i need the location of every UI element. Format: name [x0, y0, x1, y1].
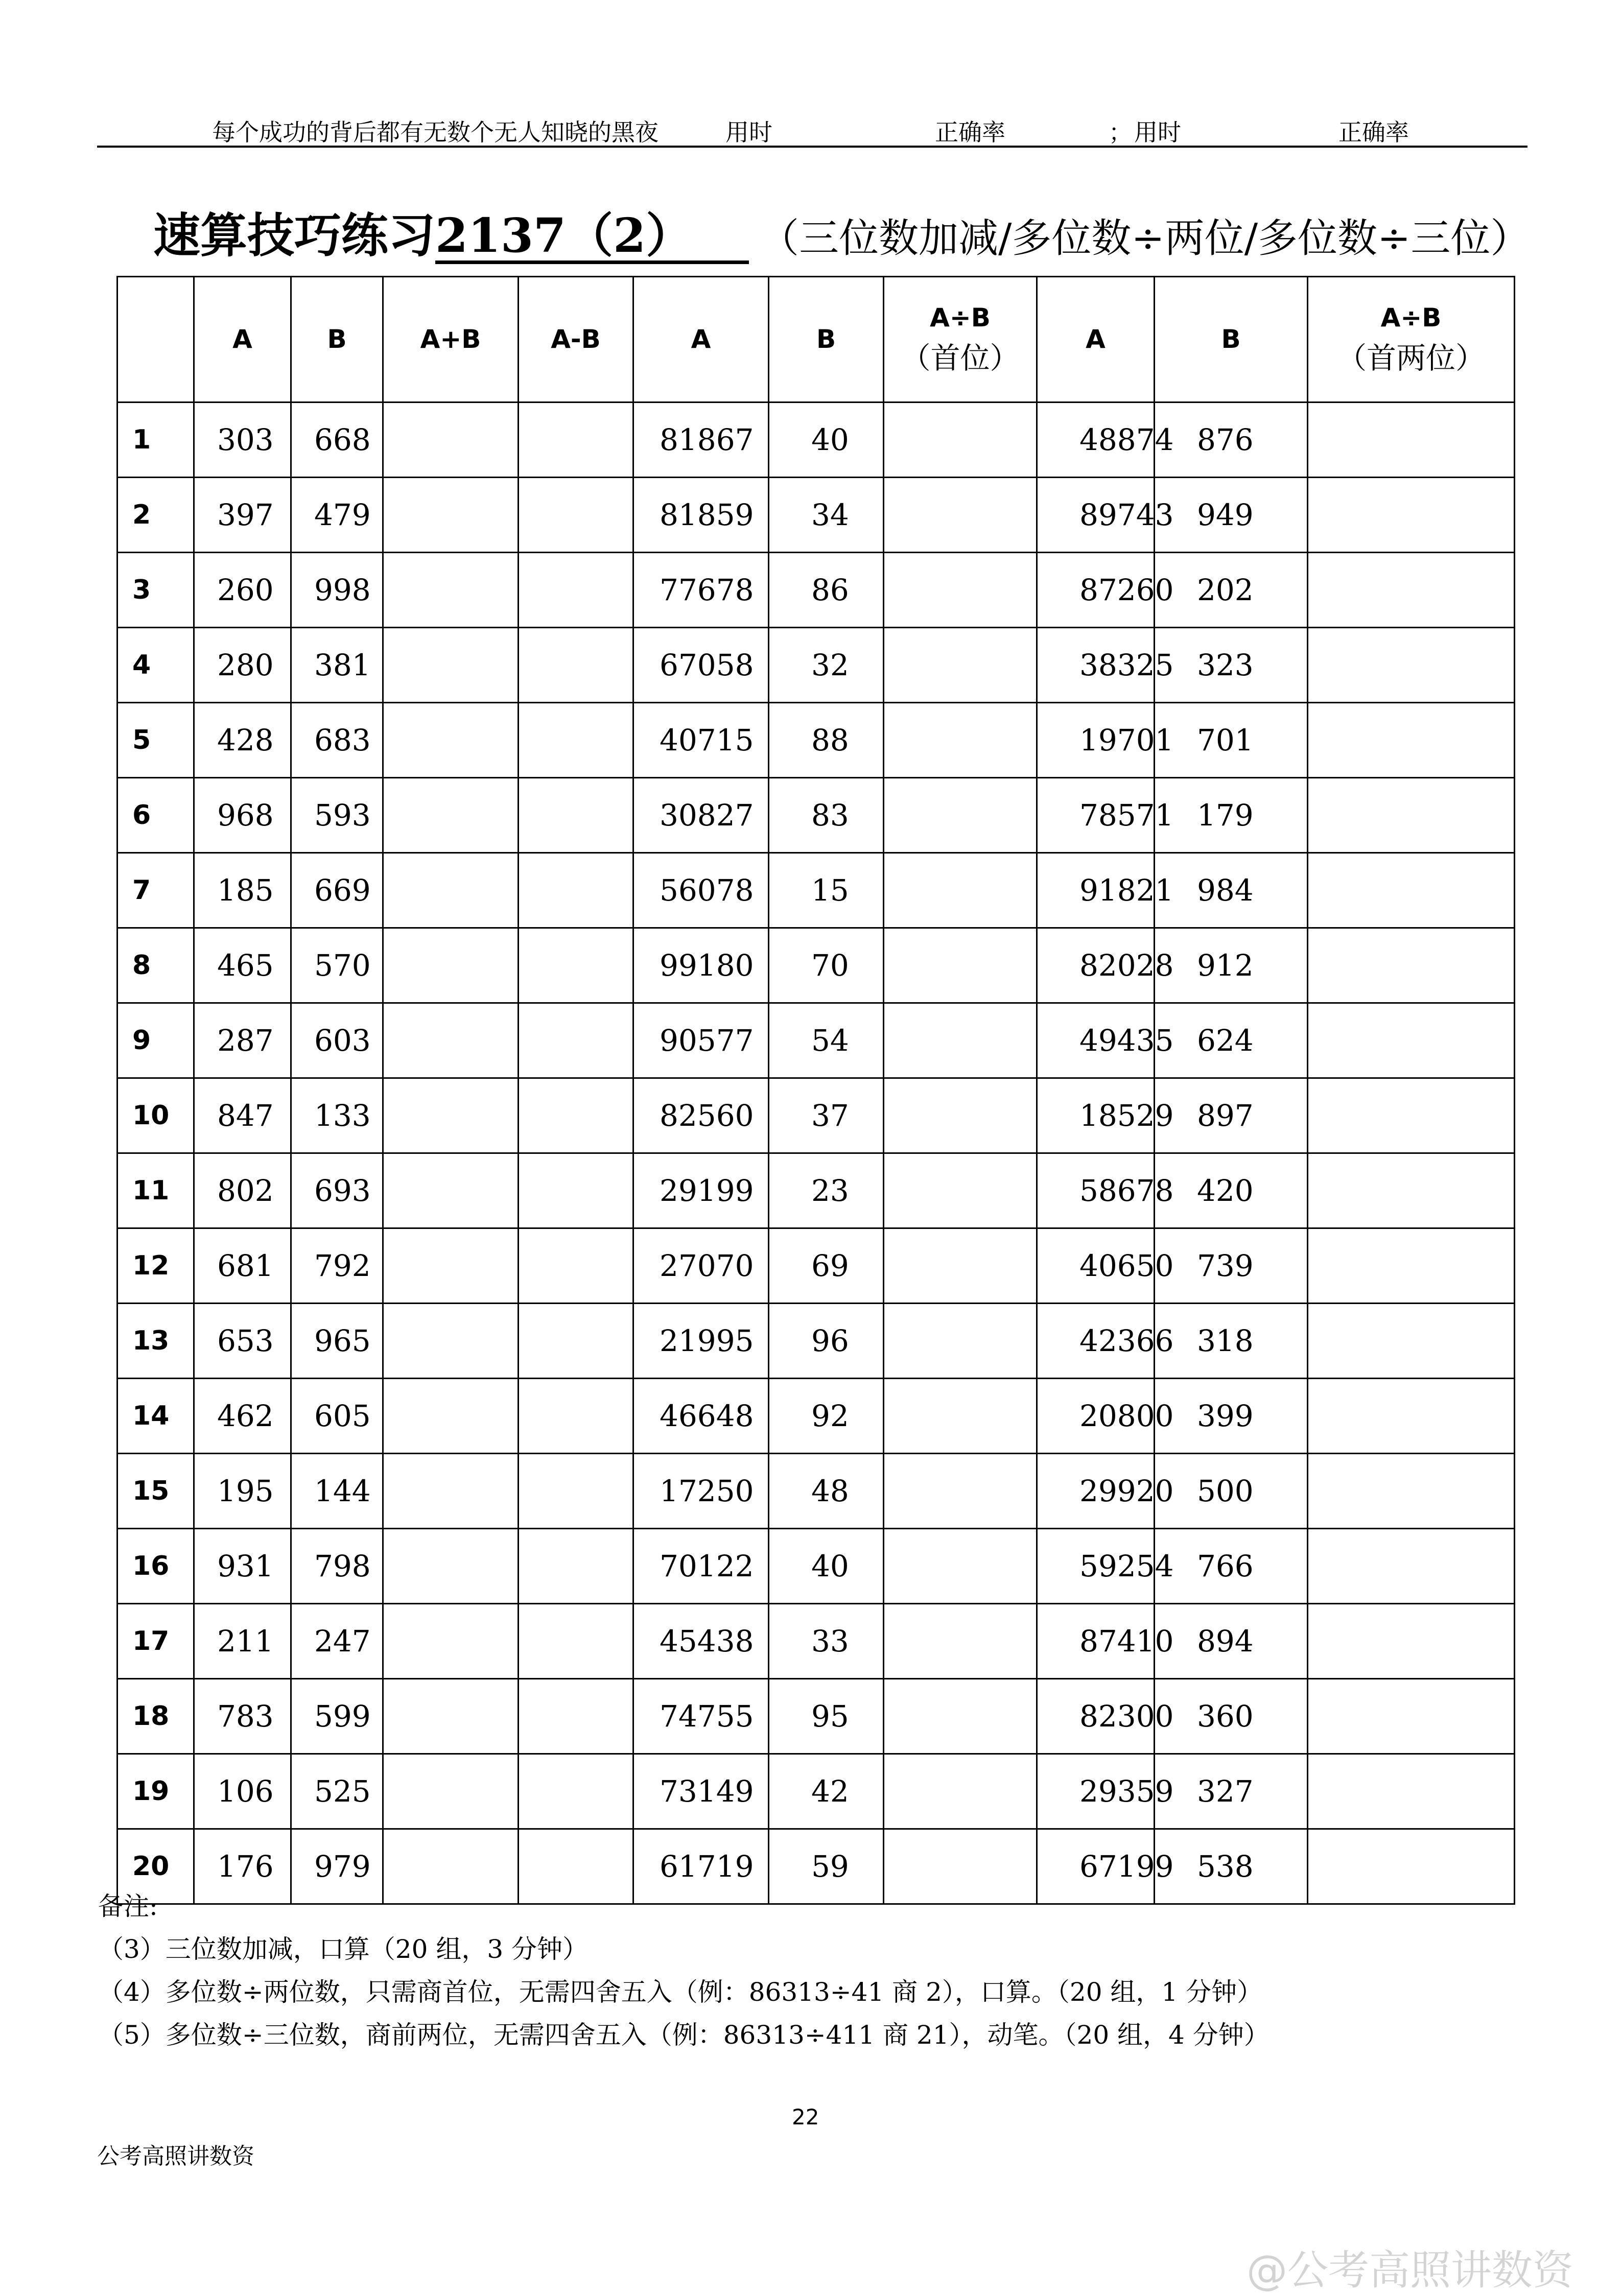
- cell-a2: 73149: [633, 1754, 769, 1829]
- cell-div2-answer: [884, 1304, 1037, 1379]
- cell-b3: 327: [1155, 1754, 1308, 1829]
- cell-b2: 95: [769, 1679, 884, 1754]
- cell-div2-answer: [884, 1529, 1037, 1604]
- cell-a1: 260: [194, 553, 291, 628]
- cell-a2: 56078: [633, 853, 769, 928]
- cell-sum-answer: [383, 778, 519, 853]
- table-row: [117, 1078, 1515, 1153]
- cell-a2: 99180: [633, 928, 769, 1003]
- cell-div3-answer: [1308, 553, 1515, 628]
- cell-div2-answer: [884, 928, 1037, 1003]
- cell-b3: 399: [1155, 1379, 1308, 1454]
- row-number: 10: [117, 1078, 194, 1153]
- cell-sum-answer: [383, 853, 519, 928]
- cell-b3: 894: [1155, 1604, 1308, 1679]
- motto-text: 每个成功的背后都有无数个无人知晓的黑夜: [212, 119, 659, 146]
- cell-diff-answer: [519, 703, 633, 778]
- table-row: [117, 478, 1515, 553]
- header-b1: B: [291, 277, 383, 403]
- cell-diff-answer: [519, 628, 633, 703]
- cell-diff-answer: [519, 1604, 633, 1679]
- row-number: 7: [117, 853, 194, 928]
- cell-a2: 17250: [633, 1454, 769, 1529]
- cell-sum-answer: [383, 1304, 519, 1379]
- cell-div3-answer: [1308, 1379, 1515, 1454]
- cell-a1: 681: [194, 1228, 291, 1304]
- cell-a3: 58678: [1037, 1153, 1155, 1228]
- header-sum: A+B: [383, 277, 519, 403]
- cell-b3: 984: [1155, 853, 1308, 928]
- cell-a1: 303: [194, 403, 291, 478]
- cell-a3: 78571: [1037, 778, 1155, 853]
- cell-a3: 49435: [1037, 1003, 1155, 1078]
- row-number: 9: [117, 1003, 194, 1078]
- header-a2: A: [633, 277, 769, 403]
- cell-b2: 40: [769, 403, 884, 478]
- cell-sum-answer: [383, 1003, 519, 1078]
- cell-diff-answer: [519, 553, 633, 628]
- cell-b1: 144: [291, 1454, 383, 1529]
- cell-a1: 185: [194, 853, 291, 928]
- cell-div2-answer: [884, 1604, 1037, 1679]
- cell-diff-answer: [519, 1454, 633, 1529]
- cell-div3-answer: [1308, 1454, 1515, 1529]
- cell-a1: 176: [194, 1829, 291, 1904]
- cell-diff-answer: [519, 853, 633, 928]
- time-field-1: 用时: [725, 114, 895, 148]
- cell-diff-answer: [519, 1304, 633, 1379]
- cell-diff-answer: [519, 403, 633, 478]
- cell-sum-answer: [383, 1379, 519, 1454]
- header-b2: B: [769, 277, 884, 403]
- notes-label: 备注:: [98, 1891, 158, 1921]
- cell-a2: 82560: [633, 1078, 769, 1153]
- cell-b2: 23: [769, 1153, 884, 1228]
- cell-b2: 96: [769, 1304, 884, 1379]
- cell-sum-answer: [383, 928, 519, 1003]
- cell-div3-answer: [1308, 478, 1515, 553]
- cell-div3-answer: [1308, 1228, 1515, 1304]
- cell-a3: 38325: [1037, 628, 1155, 703]
- cell-div3-answer: [1308, 1078, 1515, 1153]
- cell-a1: 462: [194, 1379, 291, 1454]
- cell-a3: 82028: [1037, 928, 1155, 1003]
- cell-sum-answer: [383, 553, 519, 628]
- cell-a3: 42366: [1037, 1304, 1155, 1379]
- table-row: [117, 1754, 1515, 1829]
- cell-a2: 40715: [633, 703, 769, 778]
- cell-a1: 397: [194, 478, 291, 553]
- cell-b1: 133: [291, 1078, 383, 1153]
- cell-a1: 287: [194, 1003, 291, 1078]
- row-number: 8: [117, 928, 194, 1003]
- cell-div2-answer: [884, 1228, 1037, 1304]
- cell-b2: 86: [769, 553, 884, 628]
- cell-b1: 979: [291, 1829, 383, 1904]
- cell-a3: 87260: [1037, 553, 1155, 628]
- cell-a1: 211: [194, 1604, 291, 1679]
- header-div2: A÷B （首位）: [884, 277, 1037, 403]
- cell-b3: 766: [1155, 1529, 1308, 1604]
- row-number: 19: [117, 1754, 194, 1829]
- cell-div2-answer: [884, 1078, 1037, 1153]
- row-number: 5: [117, 703, 194, 778]
- cell-div3-answer: [1308, 928, 1515, 1003]
- cell-div2-answer: [884, 1754, 1037, 1829]
- cell-a3: 91821: [1037, 853, 1155, 928]
- cell-diff-answer: [519, 478, 633, 553]
- cell-a3: 89743: [1037, 478, 1155, 553]
- cell-diff-answer: [519, 1529, 633, 1604]
- note-item: （5）多位数÷三位数，商前两位，无需四舍五入（例：86313÷411 商 21），动笔。（20 组，4 分钟）: [98, 2020, 1270, 2050]
- cell-a3: 82300: [1037, 1679, 1155, 1754]
- cell-b1: 381: [291, 628, 383, 703]
- cell-div3-answer: [1308, 1829, 1515, 1904]
- title-subtitle: （三位数加减/多位数÷两位/多位数÷三位）: [759, 216, 1531, 262]
- cell-a1: 847: [194, 1078, 291, 1153]
- cell-a3: 29920: [1037, 1454, 1155, 1529]
- cell-b2: 54: [769, 1003, 884, 1078]
- cell-b2: 59: [769, 1829, 884, 1904]
- cell-a2: 77678: [633, 553, 769, 628]
- cell-sum-answer: [383, 628, 519, 703]
- cell-div3-answer: [1308, 853, 1515, 928]
- cell-b1: 599: [291, 1679, 383, 1754]
- cell-div3-answer: [1308, 703, 1515, 778]
- cell-a3: 40650: [1037, 1228, 1155, 1304]
- cell-b1: 525: [291, 1754, 383, 1829]
- cell-b3: 538: [1155, 1829, 1308, 1904]
- page-number: 22: [792, 2104, 819, 2129]
- cell-diff-answer: [519, 1078, 633, 1153]
- header-diff: A-B: [519, 277, 633, 403]
- cell-b3: 876: [1155, 403, 1308, 478]
- cell-a2: 30827: [633, 778, 769, 853]
- table-row: [117, 1679, 1515, 1754]
- cell-div2-answer: [884, 703, 1037, 778]
- cell-b1: 998: [291, 553, 383, 628]
- cell-b2: 15: [769, 853, 884, 928]
- cell-b1: 603: [291, 1003, 383, 1078]
- cell-b3: 202: [1155, 553, 1308, 628]
- cell-b1: 570: [291, 928, 383, 1003]
- cell-div2-answer: [884, 778, 1037, 853]
- cell-a2: 29199: [633, 1153, 769, 1228]
- header-a1: A: [194, 277, 291, 403]
- cell-b2: 32: [769, 628, 884, 703]
- cell-diff-answer: [519, 1754, 633, 1829]
- table-row: [117, 1153, 1515, 1228]
- title-number: 2137（2）: [435, 211, 749, 264]
- table-header-row: [117, 277, 1515, 403]
- cell-a3: 67199: [1037, 1829, 1155, 1904]
- page-header: [97, 105, 1527, 148]
- row-number: 20: [117, 1829, 194, 1904]
- cell-div3-answer: [1308, 628, 1515, 703]
- table-row: [117, 853, 1515, 928]
- cell-sum-answer: [383, 1604, 519, 1679]
- cell-div2-answer: [884, 628, 1037, 703]
- cell-sum-answer: [383, 1679, 519, 1754]
- time-field-2: 用时: [1134, 114, 1304, 148]
- cell-a2: 70122: [633, 1529, 769, 1604]
- table-row: [117, 1304, 1515, 1379]
- cell-b2: 48: [769, 1454, 884, 1529]
- cell-div2-answer: [884, 553, 1037, 628]
- cell-div2-answer: [884, 1153, 1037, 1228]
- cell-a1: 428: [194, 703, 291, 778]
- cell-b3: 949: [1155, 478, 1308, 553]
- table-row: [117, 928, 1515, 1003]
- cell-b3: 739: [1155, 1228, 1308, 1304]
- cell-a1: 968: [194, 778, 291, 853]
- cell-b3: 179: [1155, 778, 1308, 853]
- cell-b2: 69: [769, 1228, 884, 1304]
- header-b3: B: [1155, 277, 1308, 403]
- cell-b3: 360: [1155, 1679, 1308, 1754]
- row-number: 1: [117, 403, 194, 478]
- cell-b3: 624: [1155, 1003, 1308, 1078]
- cell-a1: 465: [194, 928, 291, 1003]
- cell-a2: 46648: [633, 1379, 769, 1454]
- cell-b1: 669: [291, 853, 383, 928]
- cell-b2: 70: [769, 928, 884, 1003]
- cell-b2: 83: [769, 778, 884, 853]
- cell-diff-answer: [519, 1679, 633, 1754]
- cell-sum-answer: [383, 1754, 519, 1829]
- cell-div2-answer: [884, 1679, 1037, 1754]
- cell-b1: 605: [291, 1379, 383, 1454]
- cell-b1: 965: [291, 1304, 383, 1379]
- header-index: [117, 277, 194, 403]
- cell-div2-answer: [884, 1454, 1037, 1529]
- cell-a1: 802: [194, 1153, 291, 1228]
- cell-b3: 912: [1155, 928, 1308, 1003]
- cell-a2: 45438: [633, 1604, 769, 1679]
- row-number: 16: [117, 1529, 194, 1604]
- header-div3: A÷B （首两位）: [1308, 277, 1515, 403]
- cell-div3-answer: [1308, 1003, 1515, 1078]
- cell-div3-answer: [1308, 1529, 1515, 1604]
- cell-b3: 500: [1155, 1454, 1308, 1529]
- cell-a3: 59254: [1037, 1529, 1155, 1604]
- cell-div3-answer: [1308, 403, 1515, 478]
- cell-div3-answer: [1308, 1604, 1515, 1679]
- cell-a2: 27070: [633, 1228, 769, 1304]
- row-number: 18: [117, 1679, 194, 1754]
- cell-a2: 90577: [633, 1003, 769, 1078]
- cell-a2: 21995: [633, 1304, 769, 1379]
- cell-diff-answer: [519, 1228, 633, 1304]
- cell-sum-answer: [383, 1228, 519, 1304]
- cell-b2: 34: [769, 478, 884, 553]
- note-item: （3）三位数加减，口算（20 组，3 分钟）: [98, 1934, 589, 1964]
- cell-diff-answer: [519, 1003, 633, 1078]
- cell-diff-answer: [519, 1379, 633, 1454]
- table-row: [117, 628, 1515, 703]
- cell-diff-answer: [519, 928, 633, 1003]
- cell-b3: 323: [1155, 628, 1308, 703]
- table-row: [117, 1003, 1515, 1078]
- cell-b3: 897: [1155, 1078, 1308, 1153]
- cell-a3: 18529: [1037, 1078, 1155, 1153]
- cell-b2: 42: [769, 1754, 884, 1829]
- cell-b2: 37: [769, 1078, 884, 1153]
- cell-a2: 81867: [633, 403, 769, 478]
- cell-b1: 668: [291, 403, 383, 478]
- row-number: 6: [117, 778, 194, 853]
- cell-a3: 20800: [1037, 1379, 1155, 1454]
- cell-a2: 74755: [633, 1679, 769, 1754]
- cell-a1: 783: [194, 1679, 291, 1754]
- accuracy-field-1: 正确率: [935, 114, 1087, 148]
- cell-div3-answer: [1308, 1679, 1515, 1754]
- cell-b2: 92: [769, 1379, 884, 1454]
- table-row: [117, 703, 1515, 778]
- cell-b1: 693: [291, 1153, 383, 1228]
- cell-a3: 87410: [1037, 1604, 1155, 1679]
- cell-diff-answer: [519, 1153, 633, 1228]
- header-a3: A: [1037, 277, 1155, 403]
- row-number: 13: [117, 1304, 194, 1379]
- cell-sum-answer: [383, 403, 519, 478]
- table-row: [117, 1228, 1515, 1304]
- cell-div3-answer: [1308, 1153, 1515, 1228]
- cell-a2: 61719: [633, 1829, 769, 1904]
- cell-b3: 318: [1155, 1304, 1308, 1379]
- row-number: 12: [117, 1228, 194, 1304]
- cell-diff-answer: [519, 778, 633, 853]
- row-number: 11: [117, 1153, 194, 1228]
- row-number: 15: [117, 1454, 194, 1529]
- cell-div2-answer: [884, 853, 1037, 928]
- cell-a1: 280: [194, 628, 291, 703]
- cell-b3: 701: [1155, 703, 1308, 778]
- notes-section: [98, 1885, 1270, 2056]
- cell-a1: 195: [194, 1454, 291, 1529]
- row-number: 4: [117, 628, 194, 703]
- table-row: [117, 553, 1515, 628]
- title-main: 速算技巧练习: [153, 208, 436, 263]
- cell-b2: 40: [769, 1529, 884, 1604]
- cell-a3: 48874: [1037, 403, 1155, 478]
- cell-b1: 683: [291, 703, 383, 778]
- header-separator: ；: [1109, 119, 1132, 146]
- cell-b2: 88: [769, 703, 884, 778]
- cell-div3-answer: [1308, 1304, 1515, 1379]
- cell-b1: 792: [291, 1228, 383, 1304]
- cell-div3-answer: [1308, 778, 1515, 853]
- exercise-table: [116, 276, 1515, 1905]
- table-row: [117, 1379, 1515, 1454]
- watermark-text: @公考高照讲数资: [1247, 2246, 1573, 2294]
- cell-sum-answer: [383, 1529, 519, 1604]
- row-number: 17: [117, 1604, 194, 1679]
- cell-b1: 247: [291, 1604, 383, 1679]
- cell-sum-answer: [383, 1153, 519, 1228]
- table-row: [117, 778, 1515, 853]
- cell-div3-answer: [1308, 1754, 1515, 1829]
- cell-a3: 19701: [1037, 703, 1155, 778]
- cell-div2-answer: [884, 1003, 1037, 1078]
- cell-a2: 81859: [633, 478, 769, 553]
- table-row: [117, 1454, 1515, 1529]
- cell-div2-answer: [884, 403, 1037, 478]
- cell-a3: 29359: [1037, 1754, 1155, 1829]
- cell-b3: 420: [1155, 1153, 1308, 1228]
- page-title: [153, 198, 1530, 266]
- table-row: [117, 1529, 1515, 1604]
- cell-sum-answer: [383, 1454, 519, 1529]
- table-row: [117, 403, 1515, 478]
- table-row: [117, 1604, 1515, 1679]
- footer-text: 公考高照讲数资: [97, 2143, 254, 2169]
- cell-sum-answer: [383, 1078, 519, 1153]
- row-number: 2: [117, 478, 194, 553]
- cell-sum-answer: [383, 703, 519, 778]
- cell-b1: 798: [291, 1529, 383, 1604]
- row-number: 3: [117, 553, 194, 628]
- cell-div2-answer: [884, 1379, 1037, 1454]
- row-number: 14: [117, 1379, 194, 1454]
- cell-a2: 67058: [633, 628, 769, 703]
- cell-a1: 653: [194, 1304, 291, 1379]
- note-item: （4）多位数÷两位数，只需商首位，无需四舍五入（例：86313÷41 商 2），口算。（20 组，1 分钟）: [98, 1977, 1263, 2007]
- cell-b1: 593: [291, 778, 383, 853]
- cell-b2: 33: [769, 1604, 884, 1679]
- cell-div2-answer: [884, 478, 1037, 553]
- cell-a1: 931: [194, 1529, 291, 1604]
- accuracy-field-2: 正确率: [1338, 114, 1480, 148]
- cell-a1: 106: [194, 1754, 291, 1829]
- cell-sum-answer: [383, 478, 519, 553]
- cell-b1: 479: [291, 478, 383, 553]
